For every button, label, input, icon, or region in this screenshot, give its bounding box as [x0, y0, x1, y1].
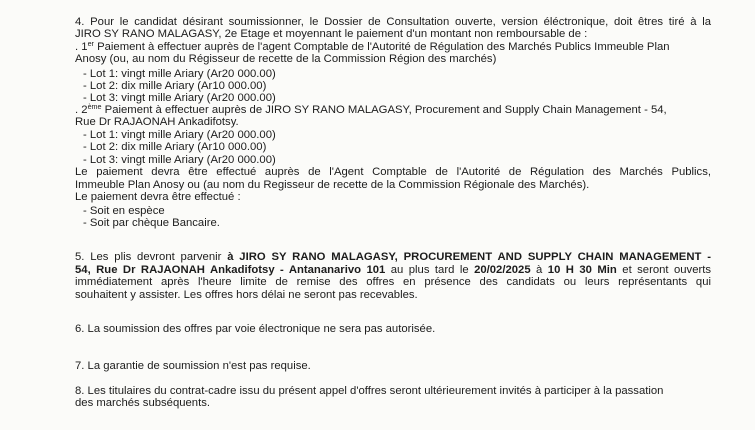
section-5-street: 54, Rue Dr RAJAONAH Ankadifotsy - Antananarivo 101: [75, 264, 386, 276]
section-5-line-2: [75, 265, 711, 277]
section-5-continuation: et seront ouverts: [616, 264, 712, 276]
payment-2-superscript: ème: [87, 102, 102, 111]
payment-method-item: - Soit par chèque Bancaire.: [83, 217, 220, 229]
lot-item: - Lot 2: dix mille Ariary (Ar10 000.00): [83, 141, 267, 153]
lot-item: - Lot 1: vingt mille Ariary (Ar20 000.00): [83, 68, 276, 80]
section-7: 7. La garantie de soumission n'est pas requise.: [75, 360, 311, 372]
section-4-line-2: JIRO SY RANO MALAGASY, 2e Etage et moyennant le paiement d'un montant non remboursable de :: [75, 28, 588, 40]
lot-item: - Lot 1: vingt mille Ariary (Ar20 000.00): [83, 129, 276, 141]
payment-2-text: Paiement à effectuer auprès de JIRO SY RANO MALAGASY, Procurement and Supply Chain Management - 54,: [101, 104, 667, 116]
section-5-line-4: souhaitent y assister. Les offres hors délai ne seront pas recevables.: [75, 289, 418, 301]
payment-method-item: - Soit en espèce: [83, 205, 165, 217]
payment-note-line-1: Le paiement devra être effectué auprès de l'Agent Comptable de l'Autorité de Régulation des Marchés Publics,: [75, 166, 711, 178]
section-5-line-1: [75, 252, 711, 264]
payment-1-text: Paiement à effectuer auprès de l'agent Comptable de l'Autorité de Régulation des Marchés Publics Immeuble Plan: [93, 41, 670, 53]
payment-2-line-2: Rue Dr RAJAONAH Ankadifotsy.: [75, 116, 239, 128]
lot-item: - Lot 3: vingt mille Ariary (Ar20 000.00): [83, 92, 276, 104]
section-8-line-2: des marchés subséquents.: [75, 397, 211, 409]
payment-note-line-2: Immeuble Plan Anosy ou (au nom du Regisseur de recette de la Commission Régionale des Marchés).: [75, 179, 590, 191]
section-5-address: à JIRO SY RANO MALAGASY, PROCUREMENT AND SUPPLY CHAIN MANAGEMENT -: [227, 251, 711, 263]
section-5-at: à: [530, 264, 548, 276]
section-4-line-1: 4. Pour le candidat désirant soumissionner, le Dossier de Consultation ouverte, version éléctronique, doit êtres tiré à la: [75, 16, 711, 28]
deadline-date: 20/02/2025: [474, 264, 531, 276]
section-8-line-1: 8. Les titulaires du contrat-cadre issu du présent appel d'offres seront ultérieurement invités à participer à la passation: [75, 385, 664, 397]
section-5-line-3: immédiatement après l'heure limite de remise des offres en présence des candidats ou leurs représentants qui: [75, 276, 711, 288]
section-6: 6. La soumission des offres par voie électronique ne sera pas autorisée.: [75, 323, 436, 335]
payment-1-line-1: [75, 39, 711, 54]
section-5-deadline-intro: au plus tard le: [385, 264, 475, 276]
section-5-intro: 5. Les plis devront parvenir: [75, 251, 228, 263]
deadline-time: 10 H 30 Min: [547, 264, 617, 276]
payment-note-line-3: Le paiement devra être effectué :: [75, 191, 241, 203]
payment-1-number: . 1: [75, 41, 88, 53]
payment-1-superscript: er: [87, 39, 94, 48]
lot-item: - Lot 3: vingt mille Ariary (Ar20 000.00): [83, 154, 276, 166]
payment-2-line-1: [75, 102, 711, 117]
payment-1-line-2: Anosy (ou, au nom du Régisseur de recette de la Commission Région des marchés): [75, 53, 497, 65]
lot-item: - Lot 2: dix mille Ariary (Ar10 000.00): [83, 80, 267, 92]
payment-2-number: . 2: [75, 104, 88, 116]
